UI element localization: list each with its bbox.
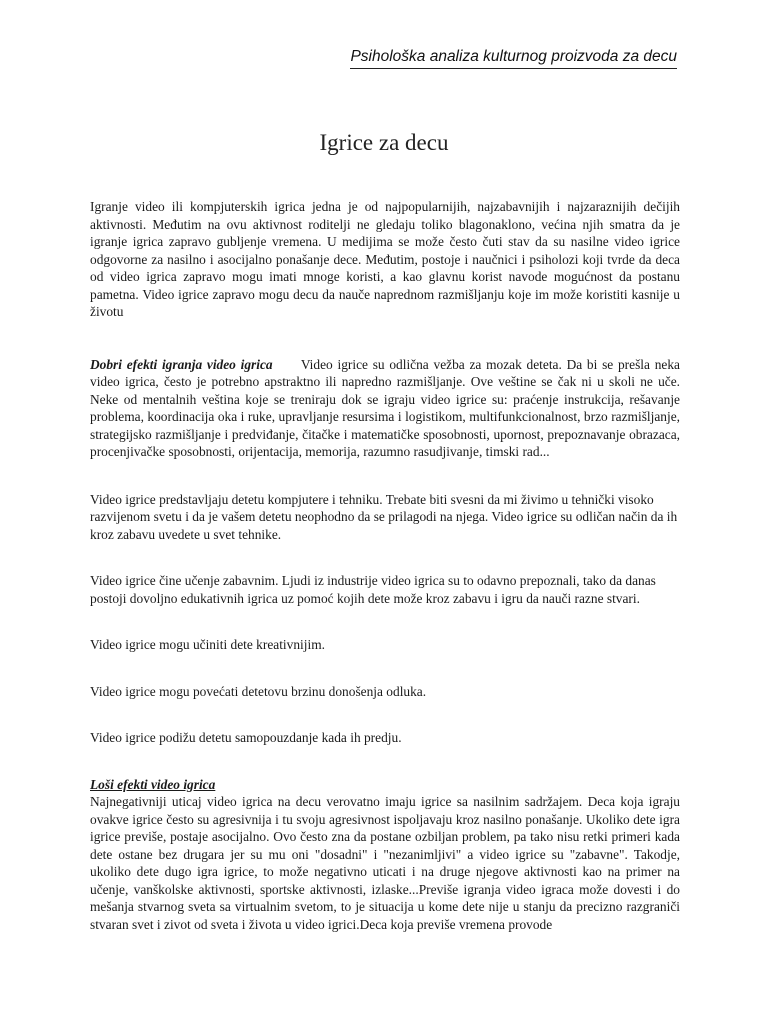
- intro-paragraph: Igranje video ili kompjuterskih igrica jedna je od najpopularnijih, najzabavnijih i najzaraznijih dečijih aktivnosti. Međutim na ovu aktivnost roditelji ne gledaju toliko blagonaklono, većina njih smatra da je igranje igrica zapravo gubljenje vremena. U medijima se može često čuti stav da su nasilne video igrice odgovorne za nasilno i asocijalno ponašanje dece. Međutim, postoje i naučnici i psiholozi koji tvrde da deca od video igrica zapravo mogu imati mnoge koristi, a kao glavnu korist navode mogućnost da postanu pametna. Video igrice zapravo mogu decu da nauče naprednom razmišljanju koje im može koristiti kasnije u životu: [90, 199, 680, 319]
- page-title: Igrice za decu: [319, 130, 449, 155]
- bad-effects-paragraph: [90, 776, 680, 934]
- page-header: Psihološka analiza kulturnog proizvoda za decu: [350, 47, 677, 69]
- good-effects-text: Video igrice su odlična vežba za mozak deteta. Da bi se prešla neka video igrica, često je potrebno apstraktno ili napredno razmišljanje. Ove veštine se čak ni u skoli ne uče. Neke od mentalnih veština koje se treniraju dok se igraju video igrice su: praćenje instrukcija, rešavanje problema, koordinacija oka i ruke, upravljanje resursima i logistikom, multifunkcionalnost, brzo razmišljanje, strategijsko razmišljanje i predviđanje, čitačke i matematičke sposobnosti, upornost, prepoznavanje obrazaca, procenjivačke sposobnosti, orijentacija, memorija, razumno rasudjivanje, timski rad...: [90, 356, 680, 459]
- fun-paragraph: Video igrice čine učenje zabavnim. Ljudi iz industrije video igrica su to odavno prepoznali, tako da danas postoji dovoljno edukativnih igrica uz pomoć kojih dete može kroz zabavu i igru da nauči razne stvari.: [90, 573, 656, 606]
- good-effects-heading: Dobri efekti igranja video igrica: [90, 356, 273, 372]
- creative-paragraph: Video igrice mogu učiniti dete kreativnijim.: [90, 637, 325, 652]
- good-effects-paragraph: [90, 356, 680, 461]
- bad-effects-text: Najnegativniji uticaj video igrica na decu verovatno imaju igrice sa nasilnim sadržajem. Deca koja igraju ovakve igrice često su agresivnija i tu svoju agresivnost ispoljavaju kroz nasilno ponašanje. Ukoliko dete igra igrice previše, postaje asocijalno. Ovo često zna da postane ozbiljan problem, pa tako nisu retki primeri kada dete ostane bez drugara jer su mu oni "dosadni" i "nezanimljivi" a video igrice su "zabavne". Takodje, ukoliko dete dugo igra igrice, to može negativno uticati i na druge njegove aktivnosti kao na primer na učenje, vanškolske aktivnosti, sportske aktivnosti, izlaske...Previše igranja video igraca može dovesti i do mešanja stvarnog sveta sa virtualnim svetom, to je situacija u kome dete nije u stanju da precizno razgraniči stvaran svet i zivot od sveta i života u video igrici.Deca koja previše vremena provode: [90, 794, 680, 932]
- tech-paragraph: Video igrice predstavljaju detetu kompjutere i tehniku. Trebate biti svesni da mi živimo u tehnički visoko razvijenom svetu i da je vašem detetu neophodno da se prilagodi na njega. Video igrice su odličan način da ih kroz zabavu uvedete u svet tehnike.: [90, 491, 678, 542]
- document-body: [90, 198, 680, 933]
- confidence-paragraph: Video igrice podižu detetu samopouzdanje kada ih predju.: [90, 730, 402, 745]
- bad-effects-heading: Loši efekti video igrica: [90, 776, 216, 792]
- decision-paragraph: Video igrice mogu povećati detetovu brzinu donošenja odluka.: [90, 683, 427, 699]
